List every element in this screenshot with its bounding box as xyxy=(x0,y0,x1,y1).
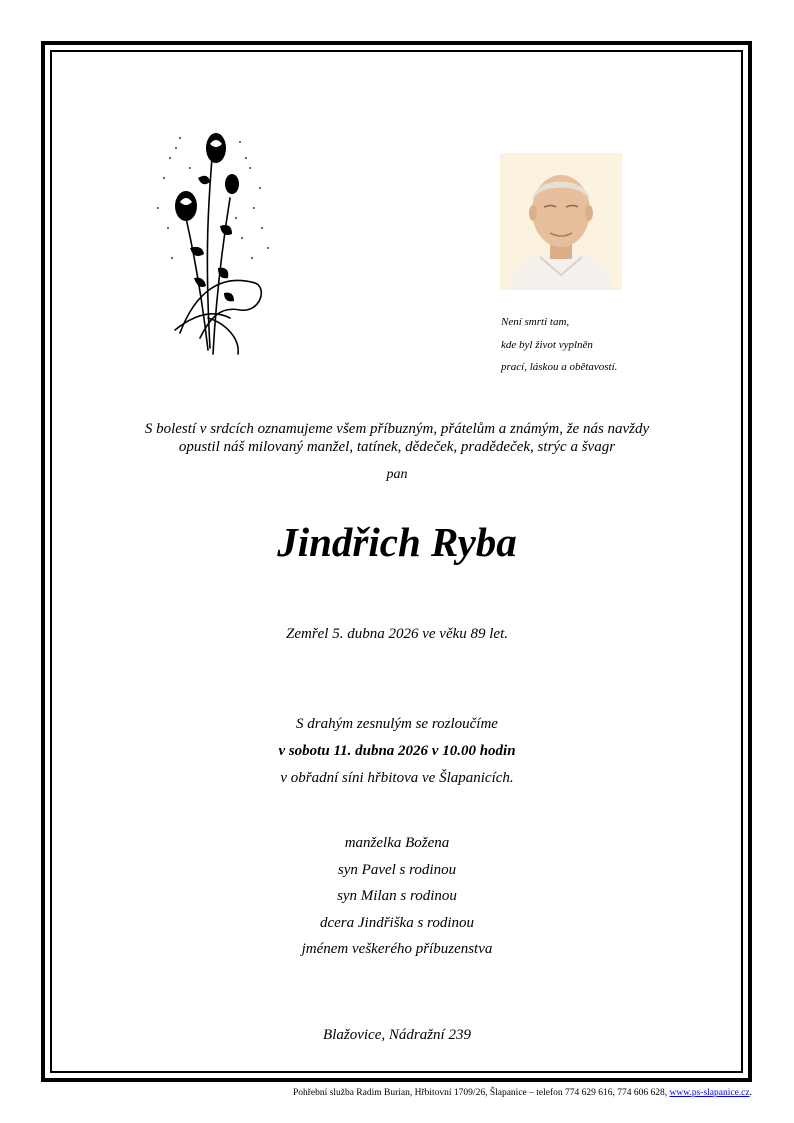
funeral-service-footer xyxy=(200,1086,752,1100)
verse xyxy=(501,311,721,379)
mourner-item: manželka Božena xyxy=(344,835,450,851)
farewell-place: v obřadní síni hřbitova ve Šlapanicích. xyxy=(280,770,514,786)
footer-end: . xyxy=(749,1088,752,1098)
mourner-item: dcera Jindřiška s rodinou xyxy=(319,914,474,931)
announcement-line: S bolestí v srdcích oznamujeme všem příbuzným, přátelům a známým, že nás navždy xyxy=(144,421,650,437)
family-address: Blažovice, Nádražní 239 xyxy=(323,1027,471,1043)
mourner-item: syn Pavel s rodinou xyxy=(337,861,457,878)
deceased-name: Jindřich Ryba xyxy=(277,519,517,565)
mourner-item: jménem veškerého příbuzenstva xyxy=(301,941,493,957)
farewell-datetime: v sobotu 11. dubna 2026 v 10.00 hodin xyxy=(278,743,516,759)
verse-line: Není smrti tam, xyxy=(501,316,570,328)
rose-bouquet-illustration xyxy=(150,118,276,362)
honorific: pan xyxy=(386,467,408,482)
portrait-photo xyxy=(500,153,622,290)
announcement-text xyxy=(60,420,734,456)
farewell-intro: S drahým zesnulým se rozloučíme xyxy=(296,716,498,732)
verse-line: prací, láskou a obětavostí. xyxy=(501,361,618,373)
announcement-line: opustil náš milovaný manžel, tatínek, dědeček, pradědeček, strýc a švagr xyxy=(178,439,616,455)
footer-website-link[interactable]: www.ps-slapanice.cz xyxy=(669,1088,750,1098)
footer-text: Pohřební služba Radim Burian, Hřbitovní 1709/26, Šlapanice – telefon 774 629 616, 774 606 628, xyxy=(292,1088,668,1098)
verse-line: kde byl život vyplněn xyxy=(501,338,593,351)
death-date-line: Zemřel 5. dubna 2026 ve věku 89 let. xyxy=(285,626,509,642)
farewell-block xyxy=(60,711,734,792)
mourners-list xyxy=(60,830,734,963)
mourner-item: syn Milan s rodinou xyxy=(337,888,457,904)
